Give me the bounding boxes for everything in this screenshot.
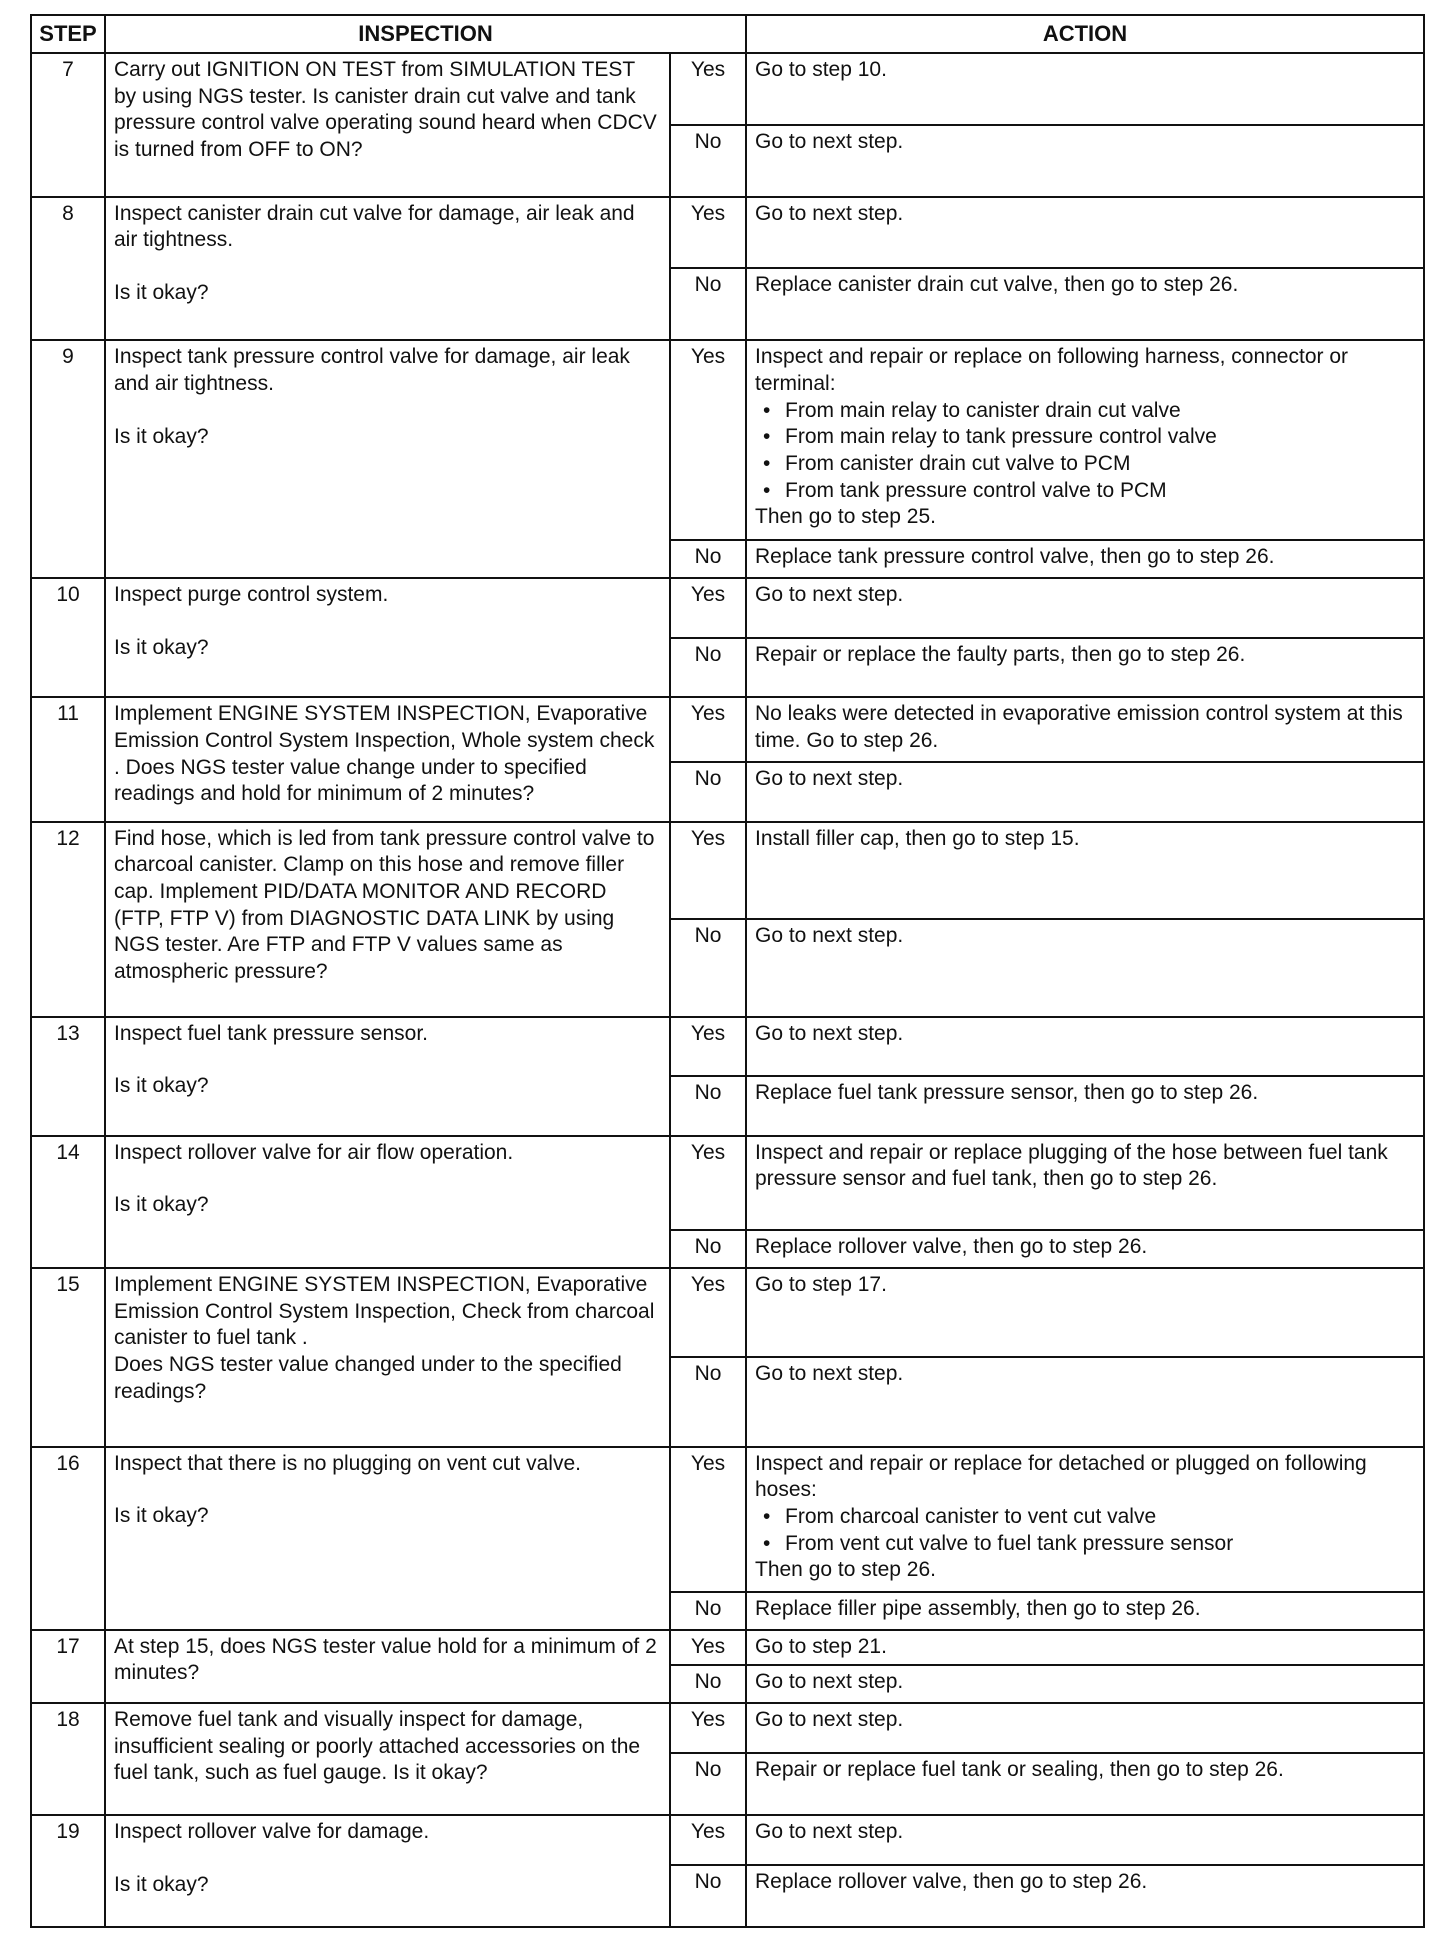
inspection-text <box>105 197 670 341</box>
inspection-paragraph: Find hose, which is led from tank pressure control valve to charcoal canister. Clamp on this hose and remove filler cap. Implement PID/DATA MONITOR AND RECORD (FTP, FTP V) from DIAGNOSTIC DATA LINK by using NGS tester. Are FTP and FTP V values same as atmospheric pressure? <box>114 826 655 983</box>
yes-action: Inspect and repair or replace plugging of the hose between fuel tank pressure sensor and fuel tank, then go to step 26. <box>746 1136 1424 1230</box>
step-number: 10 <box>31 578 105 697</box>
no-label: No <box>670 762 746 822</box>
step-row-yes <box>31 822 1424 920</box>
paragraph-gap <box>114 1047 661 1073</box>
paragraph-gap <box>114 254 661 280</box>
yes-label: Yes <box>670 1815 746 1865</box>
no-action: Replace canister drain cut valve, then go to step 26. <box>746 268 1424 340</box>
step-row-yes <box>31 578 1424 638</box>
step-number: 12 <box>31 822 105 1017</box>
inspection-text <box>105 340 670 578</box>
yes-action-bullet: • From main relay to canister drain cut valve <box>755 398 1415 425</box>
yes-action-intro: Inspect and repair or replace for detached or plugged on following hoses: <box>755 1451 1367 1502</box>
inspection-text <box>105 578 670 697</box>
inspection-paragraph: Inspect purge control system. <box>114 583 389 607</box>
inspection-table <box>30 14 1425 1928</box>
inspection-text <box>105 1447 670 1630</box>
yes-action: Go to step 17. <box>746 1268 1424 1357</box>
yes-action-list <box>755 398 1415 505</box>
no-label: No <box>670 1865 746 1927</box>
inspection-text <box>105 1017 670 1136</box>
step-row-yes <box>31 340 1424 540</box>
yes-action: Go to next step. <box>746 1703 1424 1753</box>
paragraph-gap <box>114 1166 661 1192</box>
no-label: No <box>670 540 746 578</box>
no-label: No <box>670 638 746 698</box>
no-label: No <box>670 1357 746 1446</box>
no-action: Repair or replace fuel tank or sealing, then go to step 26. <box>746 1753 1424 1815</box>
inspection-text <box>105 1136 670 1268</box>
inspection-paragraph: Is it okay? <box>114 280 209 304</box>
yes-action: Install filler cap, then go to step 15. <box>746 822 1424 920</box>
yes-action-bullet: • From charcoal canister to vent cut valve <box>755 1504 1415 1531</box>
step-row-yes <box>31 1447 1424 1592</box>
yes-action: Go to step 10. <box>746 53 1424 125</box>
step-number: 8 <box>31 197 105 341</box>
step-number: 9 <box>31 340 105 578</box>
inspection-paragraph: Is it okay? <box>114 1193 209 1217</box>
inspection-paragraph: Inspect tank pressure control valve for damage, air leak and air tightness. <box>114 345 630 395</box>
yes-action-bullet: • From tank pressure control valve to PCM <box>755 478 1415 505</box>
no-label: No <box>670 1592 746 1630</box>
yes-action: No leaks were detected in evaporative emission control system at this time. Go to step 26. <box>746 697 1424 762</box>
yes-action-list <box>755 1504 1415 1557</box>
no-action: Replace rollover valve, then go to step 26. <box>746 1230 1424 1268</box>
no-action: Go to next step. <box>746 762 1424 822</box>
yes-label: Yes <box>670 578 746 638</box>
header-row <box>31 15 1424 53</box>
step-row-yes <box>31 1268 1424 1357</box>
step-column-header: STEP <box>31 15 105 53</box>
inspection-paragraph: Is it okay? <box>114 1074 209 1098</box>
inspection-paragraph: Remove fuel tank and visually inspect for damage, insufficient sealing or poorly attached accessories on the fuel tank, such as fuel gauge. Is it okay? <box>114 1708 641 1785</box>
step-number: 15 <box>31 1268 105 1447</box>
step-row-yes <box>31 1703 1424 1753</box>
inspection-paragraph: Inspect that there is no plugging on vent cut valve. <box>114 1451 581 1475</box>
step-row-yes <box>31 197 1424 269</box>
yes-label: Yes <box>670 1447 746 1592</box>
yes-label: Yes <box>670 1136 746 1230</box>
no-action: Replace fuel tank pressure sensor, then go to step 26. <box>746 1076 1424 1136</box>
inspection-text <box>105 822 670 1017</box>
inspection-paragraph: Is it okay? <box>114 1504 209 1528</box>
step-number: 11 <box>31 697 105 821</box>
step-number: 16 <box>31 1447 105 1630</box>
yes-action: Go to step 21. <box>746 1630 1424 1666</box>
inspection-paragraph: At step 15, does NGS tester value hold for a minimum of 2 minutes? <box>114 1634 657 1685</box>
step-row-yes <box>31 1136 1424 1230</box>
inspection-text <box>105 53 670 197</box>
yes-action: Go to next step. <box>746 1815 1424 1865</box>
yes-action-bullet: • From main relay to tank pressure control valve <box>755 424 1415 451</box>
no-action: Replace tank pressure control valve, then go to step 26. <box>746 540 1424 578</box>
step-number: 18 <box>31 1703 105 1815</box>
no-label: No <box>670 125 746 197</box>
no-label: No <box>670 1076 746 1136</box>
inspection-paragraph: Is it okay? <box>114 1872 209 1896</box>
no-label: No <box>670 1665 746 1703</box>
yes-action <box>746 340 1424 540</box>
no-label: No <box>670 1230 746 1268</box>
yes-label: Yes <box>670 1630 746 1666</box>
inspection-column-header: INSPECTION <box>105 15 746 53</box>
diagnostic-procedure-sheet <box>30 14 1423 1928</box>
inspection-paragraph: Does NGS tester value changed under to the specified readings? <box>114 1352 622 1403</box>
yes-action-bullet: • From canister drain cut valve to PCM <box>755 451 1415 478</box>
inspection-paragraph: Implement ENGINE SYSTEM INSPECTION, Evaporative Emission Control System Inspection, Whole system check . Does NGS tester value change under to specified readings and hold for minimum of 2 minutes? <box>114 702 655 806</box>
no-action: Repair or replace the faulty parts, then go to step 26. <box>746 638 1424 698</box>
yes-label: Yes <box>670 197 746 269</box>
no-label: No <box>670 268 746 340</box>
no-action: Go to next step. <box>746 1357 1424 1446</box>
no-label: No <box>670 919 746 1017</box>
yes-action: Go to next step. <box>746 1017 1424 1077</box>
inspection-text <box>105 1268 670 1447</box>
yes-label: Yes <box>670 1268 746 1357</box>
inspection-text <box>105 1630 670 1704</box>
no-action: Go to next step. <box>746 125 1424 197</box>
yes-label: Yes <box>670 822 746 920</box>
paragraph-gap <box>114 1846 661 1872</box>
no-action: Replace rollover valve, then go to step 26. <box>746 1865 1424 1927</box>
yes-action <box>746 1447 1424 1592</box>
yes-action-outro: Then go to step 26. <box>755 1558 936 1582</box>
yes-label: Yes <box>670 1703 746 1753</box>
paragraph-gap <box>114 1477 661 1503</box>
step-row-yes <box>31 1630 1424 1666</box>
step-row-yes <box>31 697 1424 762</box>
step-number: 17 <box>31 1630 105 1704</box>
yes-action: Go to next step. <box>746 197 1424 269</box>
no-label: No <box>670 1753 746 1815</box>
no-action: Go to next step. <box>746 919 1424 1017</box>
step-row-yes <box>31 53 1424 125</box>
inspection-paragraph: Is it okay? <box>114 424 209 448</box>
yes-label: Yes <box>670 340 746 540</box>
yes-label: Yes <box>670 53 746 125</box>
step-number: 19 <box>31 1815 105 1927</box>
yes-action-outro: Then go to step 25. <box>755 505 936 529</box>
step-number: 7 <box>31 53 105 197</box>
yes-action-bullet: • From vent cut valve to fuel tank pressure sensor <box>755 1531 1415 1558</box>
inspection-paragraph: Implement ENGINE SYSTEM INSPECTION, Evaporative Emission Control System Inspection, Check from charcoal canister to fuel tank . <box>114 1273 655 1350</box>
paragraph-gap <box>114 609 661 635</box>
inspection-paragraph: Is it okay? <box>114 636 209 660</box>
inspection-paragraph: Inspect fuel tank pressure sensor. <box>114 1021 429 1045</box>
yes-label: Yes <box>670 697 746 762</box>
inspection-paragraph: Carry out IGNITION ON TEST from SIMULATION TEST by using NGS tester. Is canister drain cut valve and tank pressure control valve operating sound heard when CDCV is turned from OFF to ON? <box>114 58 657 161</box>
step-number: 13 <box>31 1017 105 1136</box>
yes-action: Go to next step. <box>746 578 1424 638</box>
paragraph-gap <box>114 398 661 424</box>
inspection-paragraph: Inspect rollover valve for air flow operation. <box>114 1140 514 1164</box>
yes-label: Yes <box>670 1017 746 1077</box>
inspection-paragraph: Inspect rollover valve for damage. <box>114 1819 430 1843</box>
no-action: Go to next step. <box>746 1665 1424 1703</box>
action-column-header: ACTION <box>746 15 1424 53</box>
inspection-text <box>105 1703 670 1815</box>
inspection-paragraph: Inspect canister drain cut valve for damage, air leak and air tightness. <box>114 201 635 252</box>
inspection-text <box>105 697 670 821</box>
no-action: Replace filler pipe assembly, then go to step 26. <box>746 1592 1424 1630</box>
inspection-text <box>105 1815 670 1927</box>
step-number: 14 <box>31 1136 105 1268</box>
yes-action-intro: Inspect and repair or replace on following harness, connector or terminal: <box>755 345 1349 395</box>
step-row-yes <box>31 1815 1424 1865</box>
step-row-yes <box>31 1017 1424 1077</box>
